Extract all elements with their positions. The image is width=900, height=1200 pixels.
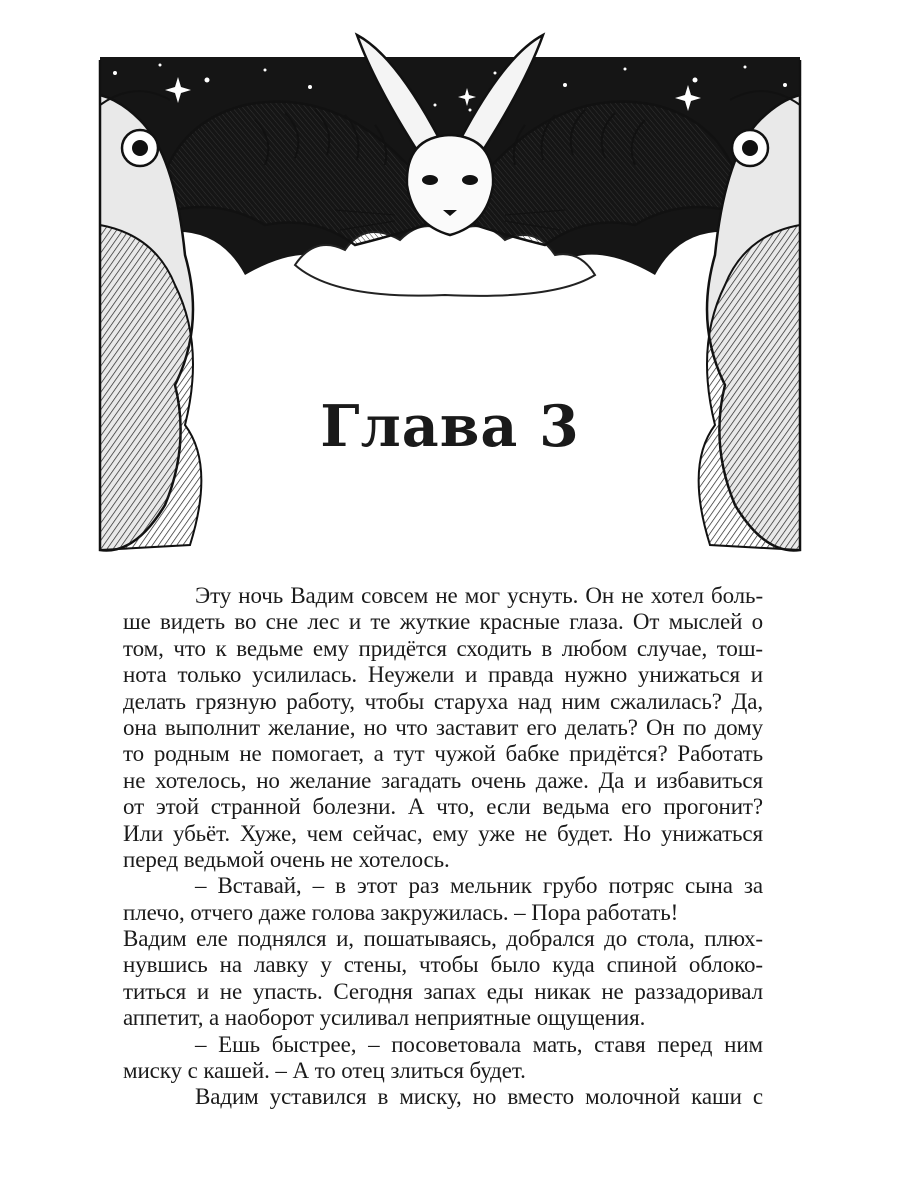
text-line: ше видеть во сне лес и те жуткие красные глаза. От мыслей о: [123, 609, 763, 635]
body-text: [123, 583, 763, 1111]
text-line: нувшись на лавку у стены, чтобы было куда спиной облоко-: [123, 952, 763, 978]
text-line: – Вставай, – в этот раз мельник грубо потряс сына за: [195, 873, 763, 899]
text-line: Эту ночь Вадим совсем не мог уснуть. Он не хотел боль-: [195, 583, 763, 608]
text-line: аппетит, а наоборот усиливал неприятные ощущения.: [123, 1005, 646, 1031]
text-line: делать грязную работу, чтобы старуха над ним сжалилась? Да,: [123, 688, 763, 714]
text-line: то родным не помогает, а тут чужой бабке придётся? Работать: [123, 741, 763, 767]
text-line: перед ведьмой очень не хотелось.: [123, 846, 450, 872]
text-line: не хотелось, но желание загадать очень даже. Да и избавиться: [123, 767, 763, 793]
text-line: – Ешь быстрее, – посоветовала мать, ставя перед ним: [195, 1031, 763, 1057]
text-line: титься и не упасть. Сегодня запах еды никак не раззадоривал: [123, 978, 763, 1004]
text-line: плечо, отчего даже голова закружилась. – Пора работать!: [123, 899, 679, 925]
chapter-header-illustration: [95, 25, 805, 555]
text-line: Вадим уставился в миску, но вместо молочной каши с: [195, 1084, 763, 1110]
chapter-title: Глава 3: [320, 393, 580, 460]
text-line: том, что к ведьме ему придётся сходить в любом случае, тош-: [123, 635, 763, 661]
text-line: миску с кашей. – А то отец злиться будет.: [123, 1058, 526, 1084]
text-line: нота только усилилась. Неужели и правда нужно унижаться и: [123, 662, 763, 688]
text-line: Или убьёт. Хуже, чем сейчас, ему уже не будет. Но унижаться: [123, 820, 763, 846]
text-line: она выполнит желание, но что заставит его делать? Он по дому: [123, 714, 763, 740]
text-line: от этой странной болезни. А что, если ведьма его прогонит?: [123, 794, 763, 820]
text-line: Вадим еле поднялся и, пошатываясь, добрался до стола, плюх-: [123, 926, 763, 952]
